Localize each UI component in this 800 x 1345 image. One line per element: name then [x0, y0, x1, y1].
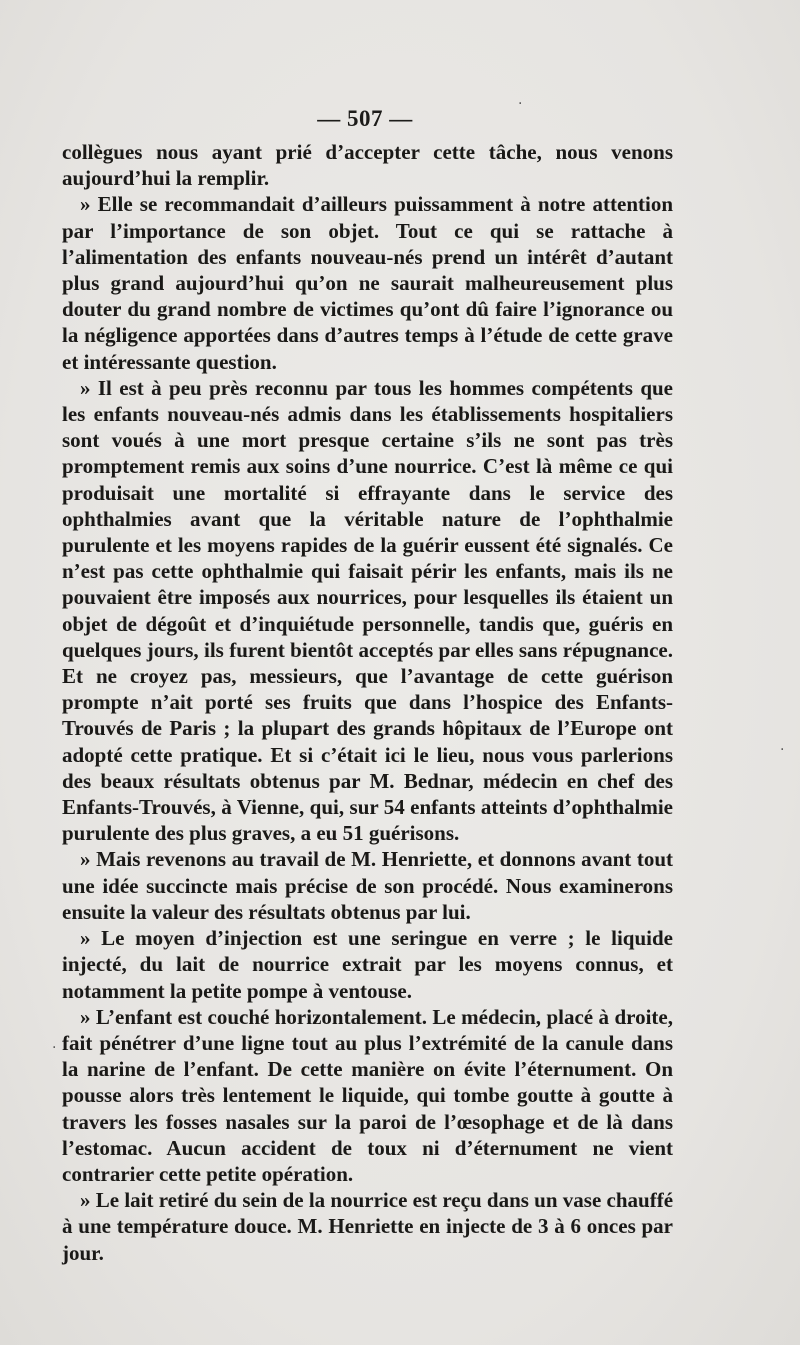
scan-speck: · — [52, 1040, 57, 1056]
body-text — [62, 139, 673, 1266]
paragraph-hospital-infants: » Il est à peu près reconnu par tous les hommes compétents que les enfants nouveau-nés admis dans les établissements hospitaliers sont voués à une mort presque certaine s’ils ne sont pas très promptement remis aux soins d’une nourrice. C’est là même ce qui produisait une mortalité si effrayante dans le service des ophthalmies avant que la véritable nature de l’ophthalmie purulente et les moyens rapides de la guérir eussent été signalés. Ce n’est pas cette ophthalmie qui faisait périr les enfants, mais ils ne pouvaient être imposés aux nourrices, pour lesquelles ils étaient un objet de dégoût et d’inquiétude personnelle, tandis que, guéris en quelques jours, ils furent bientôt acceptés par elles sans répugnance. Et ne croyez pas, messieurs, que l’avantage de cette guérison prompte n’ait porté ses fruits que dans l’hospice des Enfants-Trouvés de Paris ; la plupart des grands hôpitaux de l’Europe ont adopté cette pratique. Et si c’était ici le lieu, nous vous parlerions des beaux résultats obtenus par M. Bednar, médecin en chef des Enfants-Trouvés, à Vienne, qui, sur 54 enfants atteints d’ophthalmie purulente des plus graves, a eu 51 guérisons. — [62, 375, 673, 846]
paragraph-injection-means: » Le moyen d’injection est une seringue en verre ; le liquide injecté, du lait de nourrice extrait par les moyens connus, et notamment la petite pompe à ventouse. — [62, 926, 673, 1003]
paragraph-continuation: collègues nous ayant prié d’accepter cette tâche, nous venons aujourd’hui la remplir. — [62, 140, 673, 191]
scan-speck: · — [780, 742, 785, 758]
page-number: — 507 — — [317, 106, 413, 131]
paragraph-importance: » Elle se recommandait d’ailleurs puissamment à notre attention par l’importance de son objet. Tout ce qui se rattache à l’alimentation des enfants nouveau-nés prend un intérêt d’autant plus grand aujourd’hui qu’on ne saurait malheureusement plus douter du grand nombre de victimes qu’ont dû faire l’ignorance ou la négligence apportées dans d’autres temps à l’étude de cette grave et intéressante question. — [62, 192, 673, 374]
scan-speck: · — [518, 96, 523, 112]
paragraph-procedure: » L’enfant est couché horizontalement. Le médecin, placé à droite, fait pénétrer d’une ligne tout au plus l’extrémité de la canule dans la narine de l’enfant. De cette manière on évite l’éternument. On pousse alors très lentement le liquide, qui tombe goutte à goutte à travers les fosses nasales sur la paroi de l’œsophage et de là dans l’estomac. Aucun accident de toux ni d’éternument ne vient contrarier cette petite opération. — [62, 1004, 673, 1186]
paragraph-henriette-method: » Mais revenons au travail de M. Henriette, et donnons avant tout une idée succincte mais précise de son procédé. Nous examinerons ensuite la valeur des résultats obtenus par lui. — [62, 847, 673, 924]
paragraph-milk-quantity: » Le lait retiré du sein de la nourrice est reçu dans un vase chauffé à une température douce. M. Henriette en injecte de 3 à 6 onces par jour. — [62, 1188, 674, 1265]
